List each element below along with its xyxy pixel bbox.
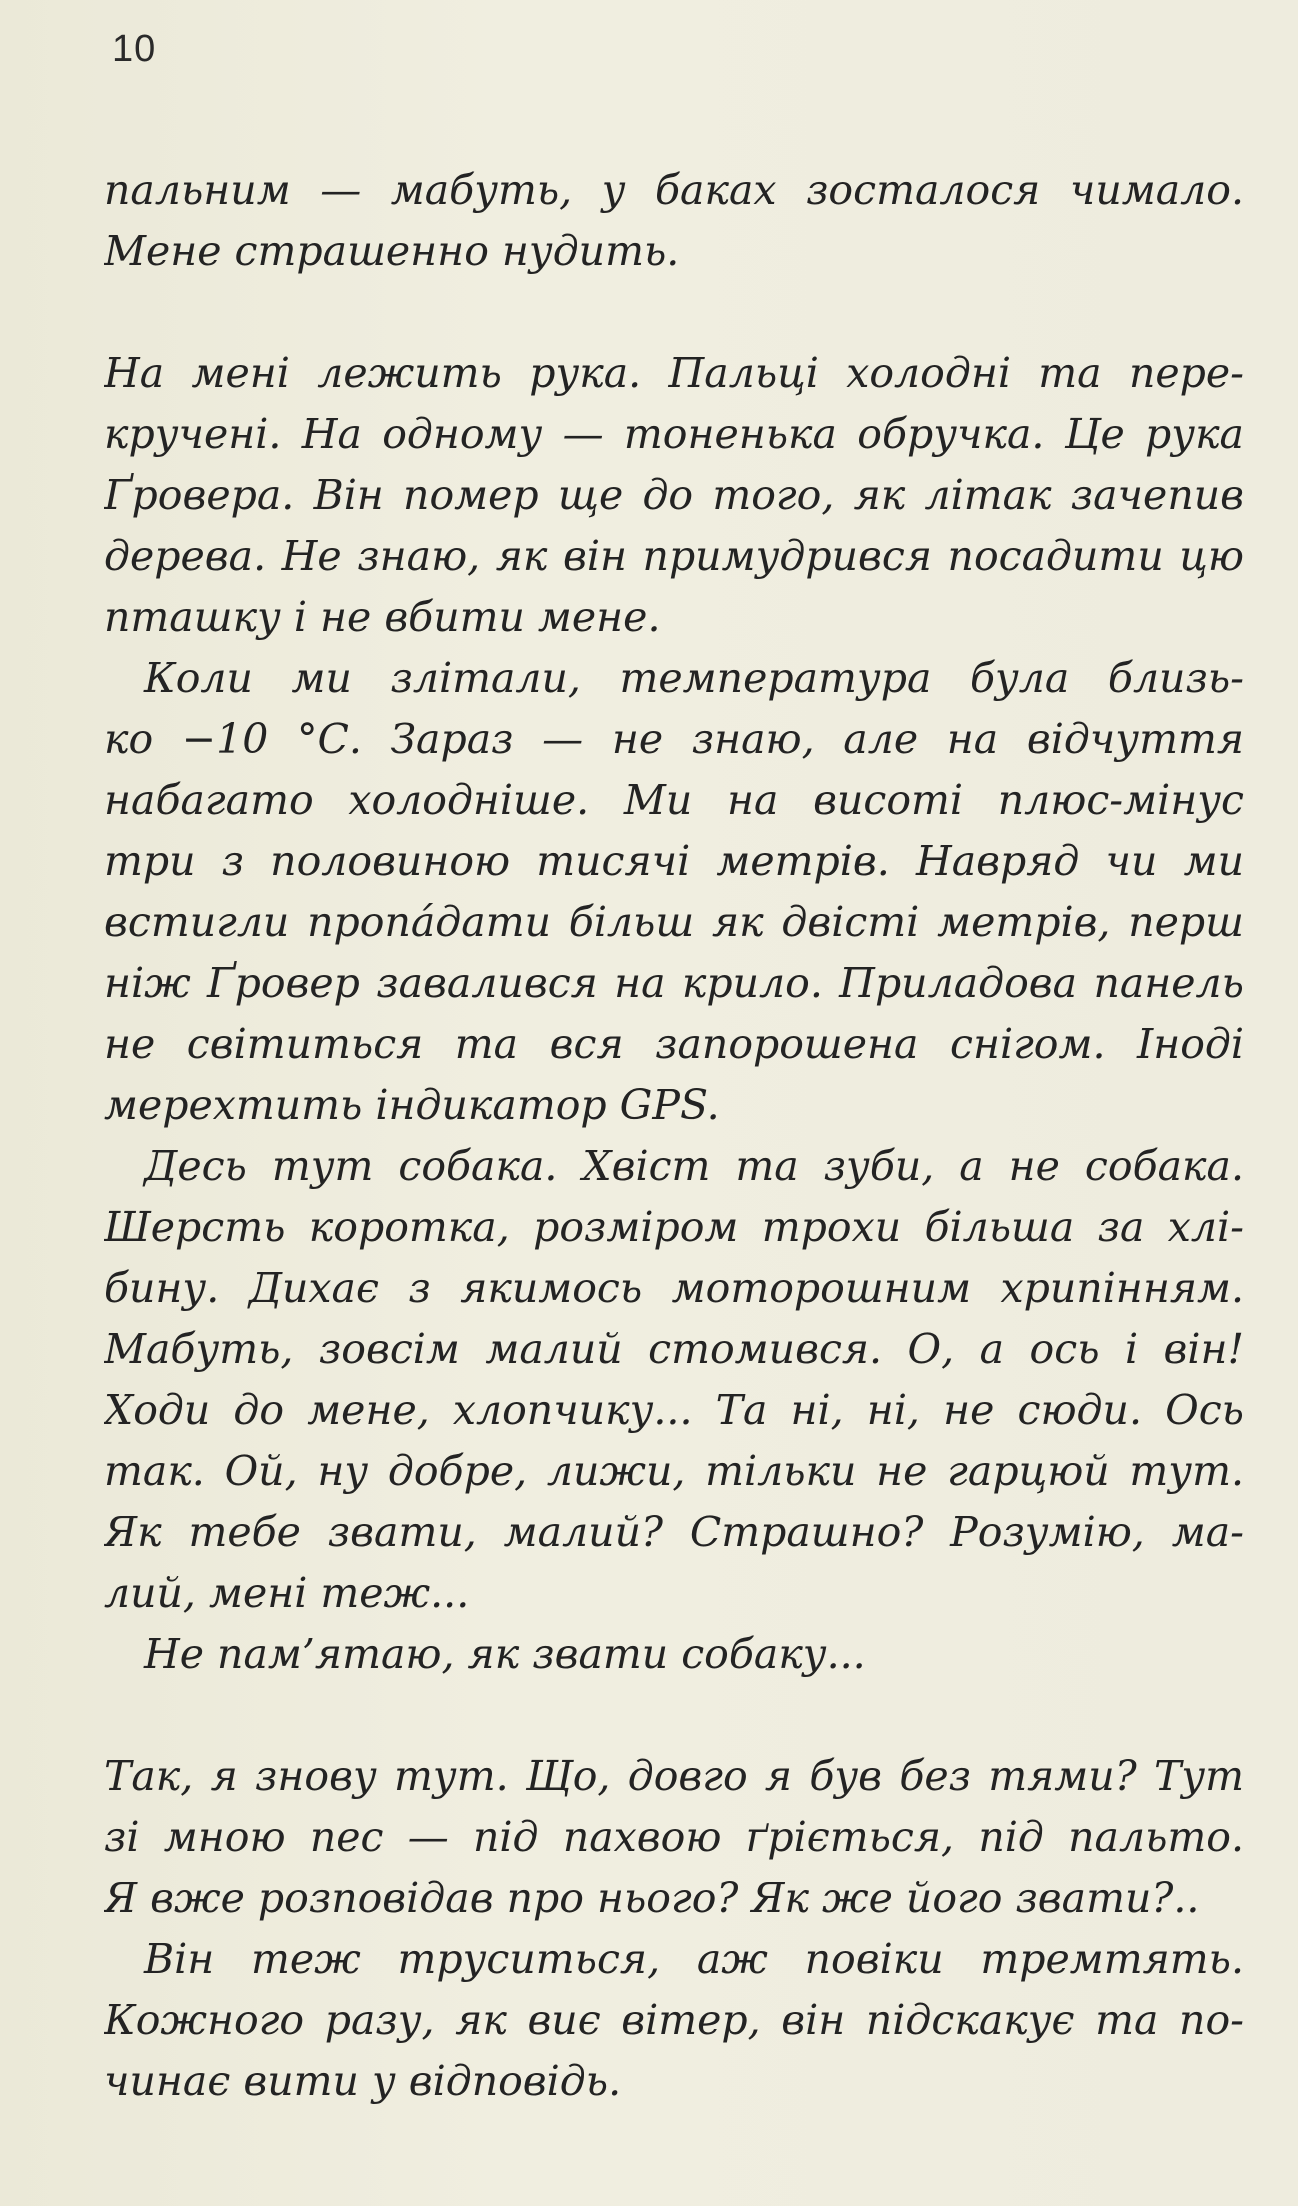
text-line: бину. Дихає з якимось моторошним хрипінням. xyxy=(104,1264,1244,1312)
text-line: Так, я знову тут. Що, довго я був без тями? Тут xyxy=(104,1752,1244,1800)
text-line: Він теж труситься, аж повіки тремтять. xyxy=(144,1935,1244,1983)
text-line: набагато холодніше. Ми на висоті плюс-мінус xyxy=(104,776,1244,824)
text-line: Десь тут собака. Хвіст та зуби, а не собака. xyxy=(144,1142,1244,1190)
text-line: ніж Ґровер завалився на крило. Приладова панель xyxy=(104,959,1244,1007)
text-line: встигли пропáдати більш як двісті метрів, перш xyxy=(104,898,1244,946)
text-line: Мабуть, зовсім малий стомився. О, а ось і він! xyxy=(104,1325,1244,1373)
text-line: так. Ой, ну добре, лижи, тільки не гарцюй тут. xyxy=(104,1447,1244,1495)
text-line: чинає вити у відповідь. xyxy=(104,2057,622,2105)
text-line: Коли ми злітали, температура була близь- xyxy=(144,654,1244,702)
text-line: Ходи до мене, хлопчику... Та ні, ні, не сюди. Ось xyxy=(104,1386,1244,1434)
text-line: Мене страшенно нудить. xyxy=(104,227,680,275)
text-line: Шерсть коротка, розміром трохи більша за хлі- xyxy=(104,1203,1244,1251)
text-line: лий, мені теж... xyxy=(104,1569,470,1617)
text-line: мерехтить індикатор GPS. xyxy=(104,1081,720,1129)
text-line: пташку і не вбити мене. xyxy=(104,593,661,641)
text-line: Як тебе звати, малий? Страшно? Розумію, ма- xyxy=(104,1508,1244,1556)
text-line: Ґровера. Він помер ще до того, як літак зачепив xyxy=(104,471,1244,519)
body-text xyxy=(104,160,1244,2112)
text-line: Не пам’ятаю, як звати собаку... xyxy=(144,1630,866,1678)
text-line: не світиться та вся запорошена снігом. Іноді xyxy=(104,1020,1244,1068)
section-break xyxy=(104,1685,1244,1746)
text-line: На мені лежить рука. Пальці холодні та пере- xyxy=(104,349,1244,397)
text-line: три з половиною тисячі метрів. Навряд чи ми xyxy=(104,837,1244,885)
text-line: кручені. На одному — тоненька обручка. Це рука xyxy=(104,410,1244,458)
text-line: ко −10 °С. Зараз — не знаю, але на відчуття xyxy=(104,715,1244,763)
section-break xyxy=(104,282,1244,343)
text-line: дерева. Не знаю, як він примудрився посадити цю xyxy=(104,532,1244,580)
text-line: пальним — мабуть, у баках зосталося чимало. xyxy=(104,166,1244,214)
text-line: зі мною пес — під пахвою ґріється, під пальто. xyxy=(104,1813,1244,1861)
page-number: 10 xyxy=(112,28,157,70)
text-line: Я вже розповідав про нього? Як же його звати?.. xyxy=(104,1874,1200,1922)
text-line: Кожного разу, як виє вітер, він підскакує та по- xyxy=(104,1996,1244,2044)
